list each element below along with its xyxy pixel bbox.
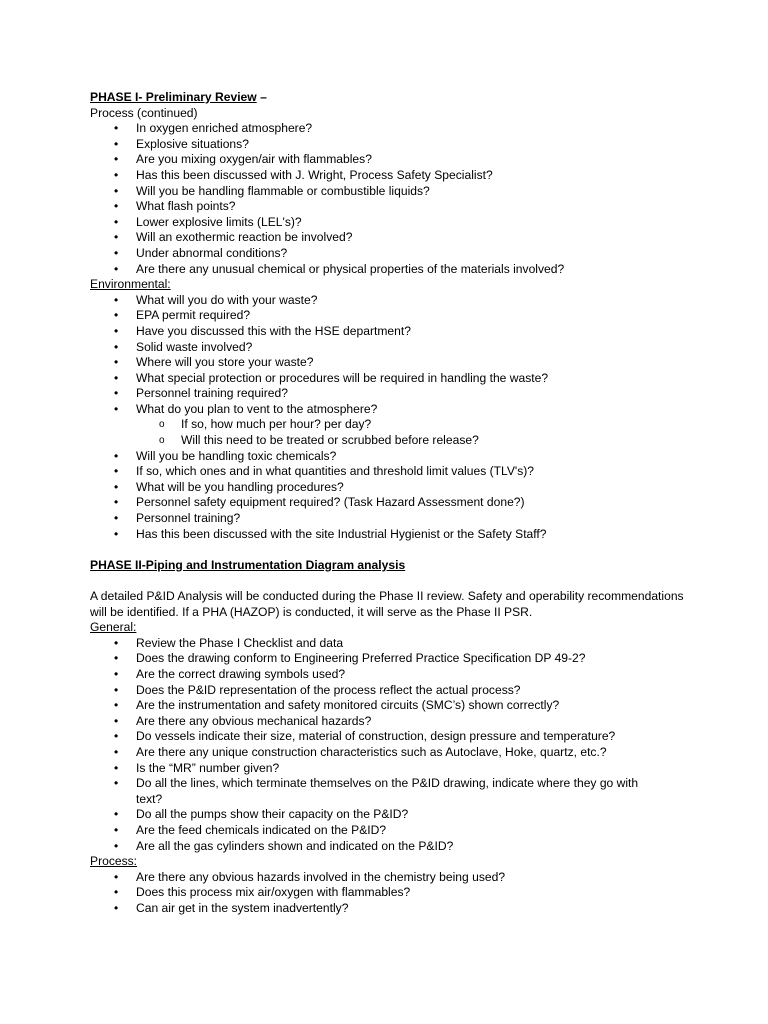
list-item <box>90 527 690 543</box>
bullet-icon: • <box>114 386 119 401</box>
environmental-sublist <box>90 417 690 448</box>
list-item-text: Are there any obvious mechanical hazards? <box>136 713 372 728</box>
list-item-text: Personnel safety equipment required? (Task Hazard Assessment done?) <box>136 495 525 510</box>
list-item <box>90 698 690 714</box>
list-item <box>90 402 690 418</box>
list-item <box>90 184 690 200</box>
list-item-text: Are all the gas cylinders shown and indicated on the P&ID? <box>136 838 454 853</box>
bullet-icon: • <box>114 464 119 479</box>
bullet-icon: • <box>114 152 119 167</box>
list-item-text: Personnel training required? <box>136 386 288 401</box>
list-item-text: Lower explosive limits (LEL's)? <box>136 214 302 229</box>
sub-list-item <box>90 433 690 449</box>
bullet-icon: • <box>114 651 119 666</box>
list-item <box>90 215 690 231</box>
list-item <box>90 152 690 168</box>
list-item-text: Does this process mix air/oxygen with flammables? <box>136 885 411 900</box>
sub-list-item-text: If so, how much per hour? per day? <box>181 417 372 432</box>
list-item-text: Solid waste involved? <box>136 339 253 354</box>
list-item-text: If so, which ones and in what quantities and threshold limit values (TLV's)? <box>136 464 535 479</box>
bullet-icon: • <box>114 900 119 915</box>
bullet-icon: • <box>114 308 119 323</box>
process-label: Process: <box>90 854 138 869</box>
list-item-text: Do all the lines, which terminate themselves on the P&ID drawing, indicate where they go with text? <box>136 776 639 806</box>
sub-list-item <box>90 417 690 433</box>
list-item-text: Where will you store your waste? <box>136 355 314 370</box>
bullet-icon: • <box>114 635 119 650</box>
list-item <box>90 449 690 465</box>
bullet-icon: • <box>114 682 119 697</box>
list-item <box>90 636 690 652</box>
list-item-text: Are there any unusual chemical or physical properties of the materials involved? <box>136 261 565 276</box>
phase2-intro-paragraph: A detailed P&ID Analysis will be conducted during the Phase II review. Safety and operability recommendations will be identified. If a PHA (HAZOP) is conducted, it will serve as the Phase II PSR. <box>90 589 684 619</box>
environmental-label: Environmental: <box>90 277 171 292</box>
list-item-text: What flash points? <box>136 199 236 214</box>
list-item <box>90 729 690 745</box>
list-item-text: Will you be handling toxic chemicals? <box>136 448 337 463</box>
list-item-text: Have you discussed this with the HSE department? <box>136 323 411 338</box>
bullet-icon: • <box>114 136 119 151</box>
bullet-icon: • <box>114 261 119 276</box>
sub-bullet-icon: o <box>159 435 165 447</box>
list-item-text: Does the drawing conform to Engineering Preferred Practice Specification DP 49-2? <box>136 651 586 666</box>
list-item-text: Are the feed chemicals indicated on the P&ID? <box>136 822 387 837</box>
bullet-icon: • <box>114 838 119 853</box>
list-item-text: Under abnormal conditions? <box>136 245 288 260</box>
bullet-icon: • <box>114 121 119 136</box>
bullet-icon: • <box>114 167 119 182</box>
phase1-process-list <box>90 121 690 277</box>
list-item <box>90 495 690 511</box>
list-item <box>90 230 690 246</box>
list-item-text: Are the correct drawing symbols used? <box>136 666 346 681</box>
list-item <box>90 262 690 278</box>
list-item-text: What do you plan to vent to the atmosphere? <box>136 401 378 416</box>
list-item-text: Do all the pumps show their capacity on the P&ID? <box>136 807 409 822</box>
sub-bullet-icon: o <box>159 419 165 431</box>
bullet-icon: • <box>114 245 119 260</box>
bullet-icon: • <box>114 448 119 463</box>
list-item <box>90 371 690 387</box>
phase1-process-label: Process (continued) <box>90 105 198 120</box>
list-item-text: What special protection or procedures will be required in handling the waste? <box>136 370 549 385</box>
phase2-heading: PHASE II-Piping and Instrumentation Diagram analysis <box>90 557 406 572</box>
list-item <box>90 776 656 807</box>
list-item-text: Are you mixing oxygen/air with flammables? <box>136 152 372 167</box>
list-item <box>90 355 690 371</box>
environmental-list-continued <box>90 449 690 543</box>
list-item-text: Has this been discussed with J. Wright, Process Safety Specialist? <box>136 167 493 182</box>
list-item <box>90 761 690 777</box>
list-item-text: Do vessels indicate their size, material of construction, design pressure and temperature? <box>136 729 616 744</box>
list-item <box>90 667 690 683</box>
bullet-icon: • <box>114 401 119 416</box>
bullet-icon: • <box>114 885 119 900</box>
general-list <box>90 636 690 854</box>
bullet-icon: • <box>114 744 119 759</box>
phase1-heading-suffix: – <box>256 90 267 104</box>
list-item <box>90 137 690 153</box>
list-item <box>90 199 690 215</box>
list-item-text: Review the Phase I Checklist and data <box>136 635 344 650</box>
bullet-icon: • <box>114 776 119 791</box>
list-item <box>90 324 690 340</box>
bullet-icon: • <box>114 869 119 884</box>
list-item <box>90 168 690 184</box>
document-page <box>90 90 690 916</box>
general-label: General: <box>90 620 137 635</box>
bullet-icon: • <box>114 323 119 338</box>
bullet-icon: • <box>114 760 119 775</box>
bullet-icon: • <box>114 698 119 713</box>
list-item <box>90 386 690 402</box>
bullet-icon: • <box>114 807 119 822</box>
list-item <box>90 480 690 496</box>
list-item-text: Can air get in the system inadvertently? <box>136 900 349 915</box>
list-item <box>90 464 690 480</box>
bullet-icon: • <box>114 713 119 728</box>
list-item-text: Does the P&ID representation of the process reflect the actual process? <box>136 682 521 697</box>
bullet-icon: • <box>114 526 119 541</box>
bullet-icon: • <box>114 479 119 494</box>
sub-list-item-text: Will this need to be treated or scrubbed before release? <box>181 433 479 448</box>
list-item-text: Personnel training? <box>136 511 241 526</box>
list-item <box>90 807 690 823</box>
list-item-text: In oxygen enriched atmosphere? <box>136 121 313 136</box>
list-item <box>90 340 690 356</box>
list-item <box>90 511 690 527</box>
list-item <box>90 901 690 917</box>
bullet-icon: • <box>114 214 119 229</box>
list-item <box>90 246 690 262</box>
section-gap <box>90 573 690 589</box>
list-item-text: What will you do with your waste? <box>136 292 318 307</box>
environmental-list <box>90 293 690 418</box>
bullet-icon: • <box>114 666 119 681</box>
list-item-text: Will an exothermic reaction be involved? <box>136 230 353 245</box>
list-item <box>90 885 690 901</box>
bullet-icon: • <box>114 729 119 744</box>
bullet-icon: • <box>114 339 119 354</box>
list-item <box>90 870 690 886</box>
bullet-icon: • <box>114 355 119 370</box>
list-item-text: Is the “MR” number given? <box>136 760 280 775</box>
process-list <box>90 870 690 917</box>
bullet-icon: • <box>114 511 119 526</box>
list-item-text: Has this been discussed with the site Industrial Hygienist or the Safety Staff? <box>136 526 547 541</box>
list-item-text: Are there any unique construction characteristics such as Autoclave, Hoke, quartz, etc.? <box>136 744 607 759</box>
list-item <box>90 651 690 667</box>
bullet-icon: • <box>114 495 119 510</box>
list-item-text: EPA permit required? <box>136 308 251 323</box>
list-item <box>90 308 690 324</box>
list-item-text: What will be you handling procedures? <box>136 479 344 494</box>
list-item-text: Will you be handling flammable or combustible liquids? <box>136 183 430 198</box>
list-item <box>90 745 690 761</box>
list-item <box>90 293 690 309</box>
list-item-text: Are there any obvious hazards involved in the chemistry being used? <box>136 869 506 884</box>
list-item <box>90 823 690 839</box>
section-gap <box>90 542 690 558</box>
bullet-icon: • <box>114 292 119 307</box>
bullet-icon: • <box>114 199 119 214</box>
list-item-text: Are the instrumentation and safety monitored circuits (SMC’s) shown correctly? <box>136 698 560 713</box>
bullet-icon: • <box>114 370 119 385</box>
bullet-icon: • <box>114 183 119 198</box>
list-item-text: Explosive situations? <box>136 136 249 151</box>
list-item <box>90 714 690 730</box>
list-item <box>90 121 690 137</box>
phase1-heading: PHASE I- Preliminary Review <box>90 90 257 104</box>
bullet-icon: • <box>114 230 119 245</box>
list-item <box>90 839 690 855</box>
phase1-heading-line <box>90 90 690 106</box>
list-item <box>90 683 690 699</box>
bullet-icon: • <box>114 822 119 837</box>
